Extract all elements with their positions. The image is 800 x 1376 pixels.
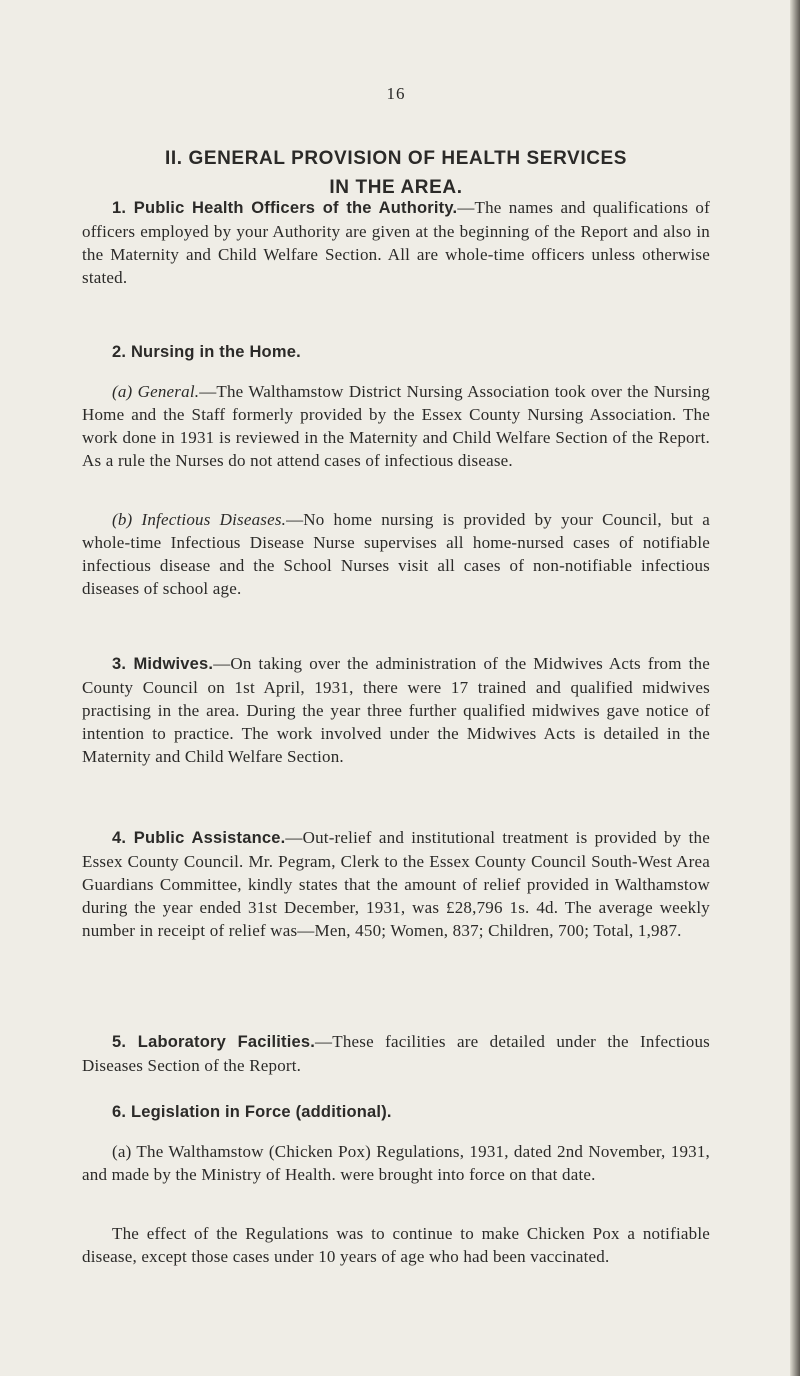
section-2b-paragraph — [82, 508, 710, 600]
section-2-title-paragraph — [82, 340, 710, 364]
page-number: 16 — [386, 84, 406, 103]
section-1-text: —The names and qualifications of officers employed by your Authority are given at the beginning of the Report and also in the Maternity and Child Welfare Section. All are whole-time officers unless otherwise stated. — [82, 198, 710, 287]
section-6-title: 6. Legislation in Force (additional). — [112, 1103, 392, 1121]
chapter-heading-line-1: II. GENERAL PROVISION OF HEALTH SERVICES — [164, 148, 628, 169]
section-6a-paragraph: (a) The Walthamstow (Chicken Pox) Regulations, 1931, dated 2nd November, 1931, and made by the Ministry of Health. were brought into force on that date. — [82, 1142, 710, 1184]
section-5-paragraph — [82, 1030, 710, 1077]
section-1-title: 1. Public Health Officers of the Authority. — [112, 199, 458, 217]
page-edge-shadow — [790, 0, 800, 1376]
section-6-title-paragraph — [82, 1100, 710, 1124]
section-3-title: 3. Midwives. — [112, 655, 214, 673]
section-2a-label: (a) General. — [112, 382, 200, 401]
section-5-text: —These facilities are detailed under the Infectious Diseases Section of the Report. — [82, 1032, 711, 1075]
chapter-heading — [82, 144, 710, 202]
section-2-title: 2. Nursing in the Home. — [112, 343, 301, 361]
section-2b-text: —No home nursing is provided by your Council, but a whole-time Infectious Disease Nurse supervises all home-nursed cases of notifiable infectious disease and the School Nurses visit all cases of non-notifiable infectious diseases of school age. — [82, 510, 710, 598]
section-6-effect-paragraph: The effect of the Regulations was to continue to make Chicken Pox a notifiable disease, except those cases under 10 years of age who had been vaccinated. — [82, 1224, 710, 1266]
section-2b-label: (b) Infectious Diseases. — [112, 510, 287, 529]
section-1-paragraph — [82, 196, 710, 289]
section-5-title: 5. Laboratory Facilities. — [112, 1033, 316, 1051]
section-4-text: —Out-relief and institutional treatment is provided by the Essex County Council. Mr. Pegram, Clerk to the Essex County Council South-West Area Guardians Committee, kindly states that the amount of relief provided in Walthamstow during the year ended 31st December, 1931, was £28,796 1s. 4d. The average weekly number in receipt of relief was—Men, 450; Women, 837; Children, 700; Total, 1,987. — [82, 828, 710, 940]
section-3-text: —On taking over the administration of the Midwives Acts from the County Council on 1st April, 1931, there were 17 trained and qualified midwives practising in the area. During the year three further qualified midwives gave notice of intention to practice. The work involved under the Midwives Acts is detailed in the Maternity and Child Welfare Section. — [82, 654, 711, 766]
section-4-title: 4. Public Assistance. — [112, 829, 286, 847]
section-2a-paragraph — [82, 380, 710, 472]
section-3-paragraph — [82, 652, 710, 768]
section-4-paragraph — [82, 826, 710, 942]
chapter-heading-line-2: IN THE AREA. — [329, 177, 463, 198]
section-2a-text: —The Walthamstow District Nursing Association took over the Nursing Home and the Staff formerly provided by the Essex County Nursing Association. The work done in 1931 is reviewed in the Maternity and Child Welfare Section of the Report. As a rule the Nurses do not attend cases of infectious disease. — [82, 382, 710, 470]
